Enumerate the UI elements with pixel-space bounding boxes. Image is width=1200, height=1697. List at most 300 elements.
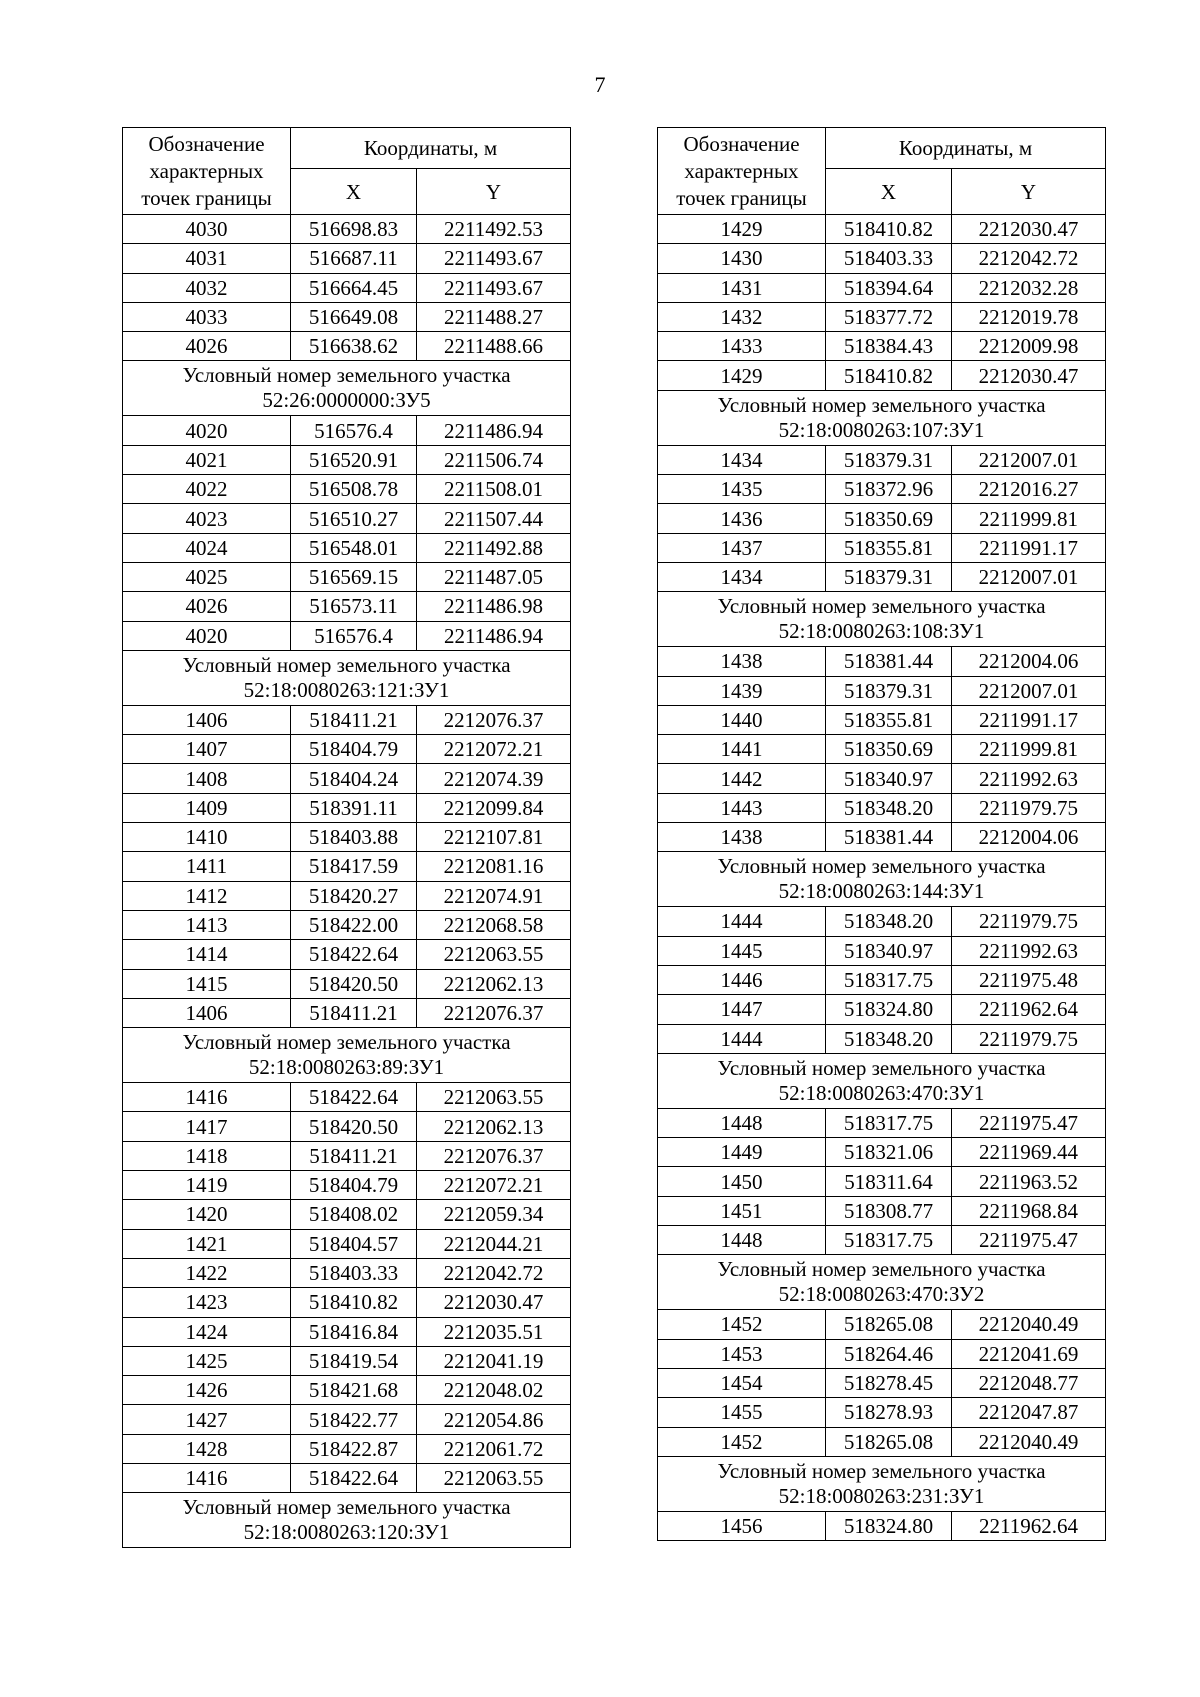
x-coordinate-cell: 516576.4: [291, 416, 417, 445]
table-row: [123, 1346, 571, 1375]
point-id-cell: 1422: [123, 1258, 291, 1287]
x-coordinate-cell: 518420.27: [291, 881, 417, 910]
x-coordinate-cell: 516569.15: [291, 562, 417, 591]
x-coordinate-cell: 516520.91: [291, 445, 417, 474]
parcel-heading-row: [123, 1493, 571, 1548]
point-designation-header: [658, 128, 826, 215]
x-coordinate-cell: 518308.77: [826, 1196, 952, 1225]
parcel-heading: [123, 650, 571, 705]
y-coordinate-cell: 2212054.86: [417, 1405, 571, 1434]
parcel-heading: [658, 1255, 1106, 1310]
point-id-cell: 1456: [658, 1511, 826, 1540]
table-row: [123, 562, 571, 591]
point-id-cell: 1424: [123, 1317, 291, 1346]
point-id-cell: 1406: [123, 705, 291, 734]
x-coordinate-cell: 518422.64: [291, 940, 417, 969]
point-id-cell: 1438: [658, 647, 826, 676]
point-id-cell: 1416: [123, 1463, 291, 1492]
x-coordinate-cell: 518421.68: [291, 1376, 417, 1405]
x-coordinate-cell: 518355.81: [826, 533, 952, 562]
table-row: [658, 332, 1106, 361]
parcel-heading-label: Условный номер земельного участка: [717, 1257, 1046, 1282]
y-coordinate-cell: 2212007.01: [952, 445, 1106, 474]
y-coordinate-cell: 2211991.17: [952, 533, 1106, 562]
point-id-cell: 1407: [123, 735, 291, 764]
table-row: [123, 273, 571, 302]
x-coordinate-cell: 518377.72: [826, 302, 952, 331]
x-coordinate-cell: 518324.80: [826, 995, 952, 1024]
y-coordinate-cell: 2211486.94: [417, 416, 571, 445]
y-coordinate-cell: 2211992.63: [952, 764, 1106, 793]
y-coordinate-cell: 2212019.78: [952, 302, 1106, 331]
parcel-heading-row: [658, 1255, 1106, 1310]
table-header-row: [123, 128, 571, 169]
parcel-heading-label: Условный номер земельного участка: [717, 1055, 1046, 1080]
table-row: [658, 504, 1106, 533]
table-row: [123, 592, 571, 621]
y-coordinate-cell: 2211968.84: [952, 1196, 1106, 1225]
point-id-cell: 1418: [123, 1141, 291, 1170]
parcel-heading: [658, 390, 1106, 445]
coordinates-header: Координаты, м: [291, 128, 571, 169]
point-id-cell: 4023: [123, 504, 291, 533]
y-coordinate-cell: 2212041.69: [952, 1339, 1106, 1368]
point-id-cell: 1420: [123, 1200, 291, 1229]
y-coordinate-cell: 2212076.37: [417, 705, 571, 734]
table-row: [123, 998, 571, 1027]
y-coordinate-cell: 2211963.52: [952, 1167, 1106, 1196]
point-id-cell: 1429: [658, 361, 826, 390]
x-coordinate-cell: 518348.20: [826, 793, 952, 822]
point-id-cell: 1444: [658, 1024, 826, 1053]
y-coordinate-cell: 2212076.37: [417, 998, 571, 1027]
point-id-cell: 4020: [123, 416, 291, 445]
x-coordinate-cell: 518355.81: [826, 705, 952, 734]
x-coordinate-cell: 518404.24: [291, 764, 417, 793]
y-coordinate-cell: 2211488.66: [417, 332, 571, 361]
point-id-cell: 1454: [658, 1368, 826, 1397]
table-row: [658, 1226, 1106, 1255]
y-coordinate-cell: 2212062.13: [417, 1112, 571, 1141]
table-row: [658, 1108, 1106, 1137]
point-id-cell: 1408: [123, 764, 291, 793]
table-row: [658, 936, 1106, 965]
y-coordinate-cell: 2212074.39: [417, 764, 571, 793]
x-coordinate-cell: 518265.08: [826, 1310, 952, 1339]
table-row: [658, 1167, 1106, 1196]
y-coordinate-cell: 2212062.13: [417, 969, 571, 998]
point-id-cell: 1434: [658, 562, 826, 591]
y-coordinate-cell: 2212041.19: [417, 1346, 571, 1375]
point-id-cell: 1448: [658, 1226, 826, 1255]
point-id-cell: 1413: [123, 910, 291, 939]
x-coordinate-cell: 516576.4: [291, 621, 417, 650]
point-id-cell: 1406: [123, 998, 291, 1027]
parcel-cadastral-number: 52:18:0080263:121:ЗУ1: [243, 677, 450, 702]
parcel-cadastral-number: 52:18:0080263:107:ЗУ1: [778, 417, 985, 442]
point-id-cell: 4025: [123, 562, 291, 591]
table-row: [658, 1398, 1106, 1427]
point-id-cell: 1432: [658, 302, 826, 331]
x-coordinate-cell: 518403.33: [826, 244, 952, 273]
table-row: [123, 533, 571, 562]
point-id-cell: 1425: [123, 1346, 291, 1375]
table-row: [658, 302, 1106, 331]
y-coordinate-cell: 2212032.28: [952, 273, 1106, 302]
table-row: [123, 504, 571, 533]
x-coordinate-cell: 518394.64: [826, 273, 952, 302]
y-coordinate-cell: 2212030.47: [417, 1288, 571, 1317]
parcel-heading-row: [658, 1053, 1106, 1108]
y-coordinate-cell: 2212030.47: [952, 361, 1106, 390]
point-id-cell: 1430: [658, 244, 826, 273]
x-coordinate-cell: 518381.44: [826, 647, 952, 676]
y-coordinate-cell: 2212059.34: [417, 1200, 571, 1229]
x-coordinate-cell: 518348.20: [826, 1024, 952, 1053]
y-coordinate-cell: 2212068.58: [417, 910, 571, 939]
x-coordinate-cell: 516664.45: [291, 273, 417, 302]
y-coordinate-cell: 2211486.94: [417, 621, 571, 650]
x-coordinate-cell: 516687.11: [291, 244, 417, 273]
table-row: [123, 1317, 571, 1346]
x-coordinate-cell: 518340.97: [826, 936, 952, 965]
x-coordinate-cell: 518311.64: [826, 1167, 952, 1196]
table-row: [123, 1112, 571, 1141]
table-row: [123, 1141, 571, 1170]
table-row: [658, 273, 1106, 302]
point-id-cell: 1450: [658, 1167, 826, 1196]
x-coordinate-cell: 518317.75: [826, 1108, 952, 1137]
y-coordinate-cell: 2211507.44: [417, 504, 571, 533]
y-column-header: Y: [417, 169, 571, 215]
y-coordinate-cell: 2211979.75: [952, 793, 1106, 822]
point-id-cell: 1453: [658, 1339, 826, 1368]
table-row: [123, 1229, 571, 1258]
table-row: [658, 1024, 1106, 1053]
y-coordinate-cell: 2212040.49: [952, 1427, 1106, 1456]
table-row: [123, 793, 571, 822]
x-coordinate-cell: 518404.79: [291, 735, 417, 764]
y-coordinate-cell: 2211493.67: [417, 273, 571, 302]
x-coordinate-cell: 516548.01: [291, 533, 417, 562]
point-id-cell: 1429: [658, 215, 826, 244]
parcel-heading-label: Условный номер земельного участка: [717, 1458, 1046, 1483]
table-row: [658, 533, 1106, 562]
y-coordinate-cell: 2212061.72: [417, 1434, 571, 1463]
table-row: [123, 969, 571, 998]
x-coordinate-cell: 516698.83: [291, 215, 417, 244]
point-id-cell: 1410: [123, 823, 291, 852]
point-id-cell: 4033: [123, 302, 291, 331]
point-id-cell: 1438: [658, 823, 826, 852]
coordinates-table-right: [657, 127, 1106, 1541]
y-coordinate-cell: 2211975.47: [952, 1226, 1106, 1255]
table-row: [123, 302, 571, 331]
x-coordinate-cell: 518265.08: [826, 1427, 952, 1456]
parcel-cadastral-number: 52:18:0080263:120:ЗУ1: [243, 1520, 450, 1545]
table-row: [123, 881, 571, 910]
point-id-cell: 1434: [658, 445, 826, 474]
x-coordinate-cell: 518278.93: [826, 1398, 952, 1427]
point-id-cell: 4024: [123, 533, 291, 562]
y-coordinate-cell: 2211962.64: [952, 995, 1106, 1024]
x-coordinate-cell: 518404.79: [291, 1171, 417, 1200]
x-coordinate-cell: 518411.21: [291, 705, 417, 734]
parcel-heading-label: Условный номер земельного участка: [717, 594, 1046, 619]
y-coordinate-cell: 2211979.75: [952, 1024, 1106, 1053]
x-coordinate-cell: 518317.75: [826, 1226, 952, 1255]
page-number: 7: [594, 72, 606, 97]
point-id-cell: 1412: [123, 881, 291, 910]
table-row: [658, 1138, 1106, 1167]
table-row: [658, 995, 1106, 1024]
parcel-heading: [658, 592, 1106, 647]
coordinates-header: Координаты, м: [826, 128, 1106, 169]
y-coordinate-cell: 2212004.06: [952, 647, 1106, 676]
point-id-cell: 4026: [123, 332, 291, 361]
point-id-cell: 4030: [123, 215, 291, 244]
point-id-cell: 1455: [658, 1398, 826, 1427]
point-id-cell: 1414: [123, 940, 291, 969]
table-row: [658, 475, 1106, 504]
point-id-cell: 4026: [123, 592, 291, 621]
coordinates-table-left: [122, 127, 571, 1548]
table-row: [123, 475, 571, 504]
table-row: [123, 1434, 571, 1463]
table-row: [658, 793, 1106, 822]
x-coordinate-cell: 518419.54: [291, 1346, 417, 1375]
point-id-cell: 1409: [123, 793, 291, 822]
x-coordinate-cell: 518340.97: [826, 764, 952, 793]
x-coordinate-cell: 518317.75: [826, 965, 952, 994]
table-row: [123, 940, 571, 969]
parcel-cadastral-number: 52:18:0080263:108:ЗУ1: [778, 619, 985, 644]
x-column-header: X: [291, 169, 417, 215]
table-row: [658, 1196, 1106, 1225]
y-coordinate-cell: 2211492.88: [417, 533, 571, 562]
point-id-cell: 1448: [658, 1108, 826, 1137]
x-coordinate-cell: 518411.21: [291, 1141, 417, 1170]
table-row: [123, 910, 571, 939]
y-coordinate-cell: 2212009.98: [952, 332, 1106, 361]
y-coordinate-cell: 2211999.81: [952, 504, 1106, 533]
y-coordinate-cell: 2212074.91: [417, 881, 571, 910]
y-column-header: Y: [952, 169, 1106, 215]
table-row: [658, 764, 1106, 793]
table-row: [658, 1427, 1106, 1456]
y-coordinate-cell: 2212035.51: [417, 1317, 571, 1346]
point-id-cell: 1451: [658, 1196, 826, 1225]
x-coordinate-cell: 518422.87: [291, 1434, 417, 1463]
x-coordinate-cell: 518411.21: [291, 998, 417, 1027]
table-row: [123, 1200, 571, 1229]
point-id-cell: 1416: [123, 1083, 291, 1112]
point-id-cell: 1428: [123, 1434, 291, 1463]
y-coordinate-cell: 2211493.67: [417, 244, 571, 273]
table-body: [658, 215, 1106, 1541]
y-coordinate-cell: 2212007.01: [952, 676, 1106, 705]
point-id-cell: 1440: [658, 705, 826, 734]
parcel-cadastral-number: 52:26:0000000:ЗУ5: [262, 388, 431, 413]
x-coordinate-cell: 518422.64: [291, 1463, 417, 1492]
point-id-cell: 4020: [123, 621, 291, 650]
table-row: [658, 215, 1106, 244]
table-row: [123, 852, 571, 881]
table-body: [123, 215, 571, 1548]
y-coordinate-cell: 2212099.84: [417, 793, 571, 822]
table-row: [123, 705, 571, 734]
parcel-heading-label: Условный номер земельного участка: [182, 1030, 511, 1055]
y-coordinate-cell: 2212072.21: [417, 1171, 571, 1200]
x-coordinate-cell: 518278.45: [826, 1368, 952, 1397]
point-id-cell: 1439: [658, 676, 826, 705]
x-coordinate-cell: 518379.31: [826, 676, 952, 705]
table-row: [658, 676, 1106, 705]
table-row: [658, 562, 1106, 591]
y-coordinate-cell: 2212063.55: [417, 1083, 571, 1112]
table-row: [658, 244, 1106, 273]
point-id-cell: 1431: [658, 273, 826, 302]
table-row: [658, 965, 1106, 994]
y-coordinate-cell: 2211488.27: [417, 302, 571, 331]
y-coordinate-cell: 2211506.74: [417, 445, 571, 474]
x-coordinate-cell: 518381.44: [826, 823, 952, 852]
x-coordinate-cell: 518403.88: [291, 823, 417, 852]
x-coordinate-cell: 518417.59: [291, 852, 417, 881]
point-id-cell: 1445: [658, 936, 826, 965]
y-coordinate-cell: 2212042.72: [417, 1258, 571, 1287]
table-row: [123, 1083, 571, 1112]
x-coordinate-cell: 516573.11: [291, 592, 417, 621]
x-coordinate-cell: 516510.27: [291, 504, 417, 533]
y-coordinate-cell: 2212007.01: [952, 562, 1106, 591]
table-row: [123, 244, 571, 273]
table-row: [658, 1368, 1106, 1397]
y-coordinate-cell: 2211486.98: [417, 592, 571, 621]
y-coordinate-cell: 2211969.44: [952, 1138, 1106, 1167]
y-coordinate-cell: 2212016.27: [952, 475, 1106, 504]
x-coordinate-cell: 518372.96: [826, 475, 952, 504]
point-id-cell: 1449: [658, 1138, 826, 1167]
parcel-heading: [123, 1028, 571, 1083]
parcel-heading-label: Условный номер земельного участка: [182, 1495, 511, 1520]
x-coordinate-cell: 518420.50: [291, 969, 417, 998]
point-id-cell: 1411: [123, 852, 291, 881]
point-id-cell: 1435: [658, 475, 826, 504]
y-coordinate-cell: 2212063.55: [417, 940, 571, 969]
y-coordinate-cell: 2211508.01: [417, 475, 571, 504]
y-coordinate-cell: 2212030.47: [952, 215, 1106, 244]
parcel-heading: [658, 1456, 1106, 1511]
x-coordinate-cell: 516638.62: [291, 332, 417, 361]
point-id-cell: 1442: [658, 764, 826, 793]
parcel-heading: [658, 1053, 1106, 1108]
x-coordinate-cell: 518410.82: [291, 1288, 417, 1317]
parcel-heading-label: Условный номер земельного участка: [182, 652, 511, 677]
x-coordinate-cell: 518264.46: [826, 1339, 952, 1368]
parcel-heading-row: [658, 390, 1106, 445]
x-coordinate-cell: 518410.82: [826, 361, 952, 390]
x-coordinate-cell: 518422.00: [291, 910, 417, 939]
table-row: [123, 1463, 571, 1492]
x-coordinate-cell: 518410.82: [826, 215, 952, 244]
x-coordinate-cell: 518422.64: [291, 1083, 417, 1112]
x-coordinate-cell: 516508.78: [291, 475, 417, 504]
y-coordinate-cell: 2212081.16: [417, 852, 571, 881]
y-coordinate-cell: 2211979.75: [952, 907, 1106, 936]
table-row: [123, 215, 571, 244]
x-coordinate-cell: 518403.33: [291, 1258, 417, 1287]
x-coordinate-cell: 518408.02: [291, 1200, 417, 1229]
point-id-cell: 1446: [658, 965, 826, 994]
point-designation-header-text: Обозначение характерных точек границы: [141, 131, 272, 210]
table-row: [123, 445, 571, 474]
point-id-cell: 1447: [658, 995, 826, 1024]
x-coordinate-cell: 518321.06: [826, 1138, 952, 1167]
y-coordinate-cell: 2211487.05: [417, 562, 571, 591]
parcel-heading-label: Условный номер земельного участка: [717, 392, 1046, 417]
point-id-cell: 1433: [658, 332, 826, 361]
point-id-cell: 1443: [658, 793, 826, 822]
table-row: [123, 416, 571, 445]
table-row: [123, 823, 571, 852]
parcel-heading-row: [123, 1028, 571, 1083]
x-column-header: X: [826, 169, 952, 215]
point-id-cell: 1437: [658, 533, 826, 562]
parcel-heading: [123, 1493, 571, 1548]
y-coordinate-cell: 2211975.48: [952, 965, 1106, 994]
table-row: [123, 764, 571, 793]
parcel-cadastral-number: 52:18:0080263:470:ЗУ2: [778, 1282, 985, 1307]
parcel-cadastral-number: 52:18:0080263:144:ЗУ1: [778, 879, 985, 904]
x-coordinate-cell: 518384.43: [826, 332, 952, 361]
parcel-cadastral-number: 52:18:0080263:89:ЗУ1: [248, 1055, 445, 1080]
point-designation-header-text: Обозначение характерных точек границы: [676, 131, 807, 210]
y-coordinate-cell: 2211962.64: [952, 1511, 1106, 1540]
x-coordinate-cell: 518348.20: [826, 907, 952, 936]
y-coordinate-cell: 2211492.53: [417, 215, 571, 244]
y-coordinate-cell: 2212040.49: [952, 1310, 1106, 1339]
x-coordinate-cell: 518404.57: [291, 1229, 417, 1258]
point-id-cell: 1417: [123, 1112, 291, 1141]
y-coordinate-cell: 2212048.77: [952, 1368, 1106, 1397]
point-id-cell: 4022: [123, 475, 291, 504]
y-coordinate-cell: 2212047.87: [952, 1398, 1106, 1427]
point-id-cell: 4031: [123, 244, 291, 273]
point-designation-header: [123, 128, 291, 215]
point-id-cell: 1427: [123, 1405, 291, 1434]
x-coordinate-cell: 516649.08: [291, 302, 417, 331]
table-row: [123, 621, 571, 650]
parcel-cadastral-number: 52:18:0080263:470:ЗУ1: [778, 1080, 985, 1105]
x-coordinate-cell: 518422.77: [291, 1405, 417, 1434]
y-coordinate-cell: 2212042.72: [952, 244, 1106, 273]
x-coordinate-cell: 518391.11: [291, 793, 417, 822]
table-row: [658, 735, 1106, 764]
y-coordinate-cell: 2212048.02: [417, 1376, 571, 1405]
table-row: [658, 1511, 1106, 1540]
x-coordinate-cell: 518420.50: [291, 1112, 417, 1141]
parcel-heading-row: [123, 650, 571, 705]
parcel-cadastral-number: 52:18:0080263:231:ЗУ1: [778, 1483, 985, 1508]
y-coordinate-cell: 2212004.06: [952, 823, 1106, 852]
y-coordinate-cell: 2212076.37: [417, 1141, 571, 1170]
parcel-heading-label: Условный номер земельного участка: [717, 854, 1046, 879]
x-coordinate-cell: 518350.69: [826, 735, 952, 764]
x-coordinate-cell: 518379.31: [826, 445, 952, 474]
table-row: [658, 705, 1106, 734]
y-coordinate-cell: 2211999.81: [952, 735, 1106, 764]
